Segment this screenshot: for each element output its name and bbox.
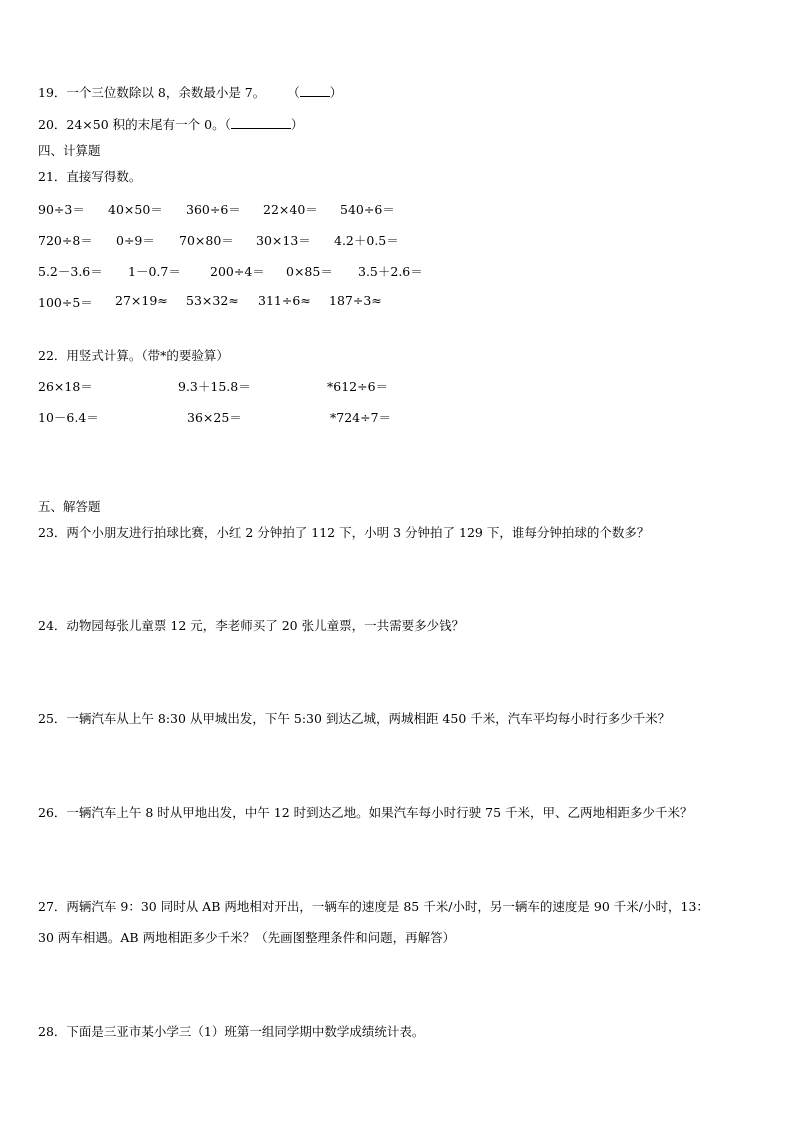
q21-item: 40×50＝ [108, 202, 163, 217]
question-22-title: 22．用竖式计算。（带*的要验算） [38, 348, 229, 363]
question-25: 25．一辆汽车从上午 8:30 从甲城出发，下午 5:30 到达乙城，两城相距 450 千米，汽车平均每小时行多少千米？ [38, 711, 671, 726]
section-heading-calculation: 四、计算题 [38, 143, 101, 158]
q21-item: 0×85＝ [286, 264, 333, 279]
question-19-open-paren: （ [287, 85, 300, 100]
q21-item: 100÷5＝ [38, 295, 93, 310]
q22-item: *612÷6＝ [327, 379, 389, 394]
q21-item: 720÷8＝ [38, 233, 93, 248]
question-19 [38, 83, 342, 101]
q21-item: 90÷3＝ [38, 202, 85, 217]
q22-item: 10－6.4＝ [38, 410, 99, 425]
question-26: 26．一辆汽车上午 8 时从甲地出发，中午 12 时到达乙地。如果汽车每小时行驶 75 千米，甲、乙两地相距多少千米？ [38, 805, 693, 820]
q21-item: 187÷3≈ [329, 293, 382, 308]
q21-item: 1－0.7＝ [128, 264, 181, 279]
question-27-line-2: 30 两车相遇。AB 两地相距多少千米？（先画图整理条件和问题，再解答） [38, 930, 456, 945]
question-19-text: 19．一个三位数除以 8，余数最小是 7。 [38, 85, 266, 100]
q21-item: 3.5＋2.6＝ [358, 264, 423, 279]
q21-item: 22×40＝ [263, 202, 318, 217]
question-20-text: 20．24×50 积的末尾有一个 0。（ [38, 117, 231, 132]
question-21-title: 21．直接写得数。 [38, 169, 142, 184]
question-27-line-1: 27．两辆汽车 9：30 同时从 AB 两地相对开出，一辆车的速度是 85 千米/小时，另一辆车的速度是 90 千米/小时，13： [38, 899, 709, 914]
question-24: 24．动物园每张儿童票 12 元，李老师买了 20 张儿童票，一共需要多少钱？ [38, 618, 465, 633]
question-20-close-paren: ） [290, 117, 304, 132]
q21-item: 360÷6＝ [186, 202, 241, 217]
q21-item: 311÷6≈ [258, 293, 311, 308]
q21-item: 53×32≈ [186, 293, 239, 308]
q22-item: *724÷7＝ [330, 410, 392, 425]
q21-item: 4.2＋0.5＝ [334, 233, 399, 248]
question-19-close-paren: ） [329, 85, 343, 100]
q22-item: 9.3＋15.8＝ [178, 379, 251, 394]
question-20 [38, 115, 303, 133]
q21-item: 0÷9＝ [116, 233, 155, 248]
q21-item: 200÷4＝ [210, 264, 265, 279]
answer-blank-19[interactable] [300, 85, 330, 97]
section-heading-word-problems: 五、解答题 [38, 499, 101, 514]
q21-item: 5.2－3.6＝ [38, 264, 103, 279]
question-28: 28．下面是三亚市某小学三（1）班第一组同学期中数学成绩统计表。 [38, 1024, 425, 1039]
q21-item: 540÷6＝ [340, 202, 395, 217]
q22-item: 36×25＝ [187, 410, 242, 425]
q21-item: 27×19≈ [115, 293, 168, 308]
q21-item: 70×80＝ [179, 233, 234, 248]
answer-blank-20[interactable] [231, 117, 291, 129]
q21-item: 30×13＝ [256, 233, 311, 248]
q22-item: 26×18＝ [38, 379, 93, 394]
question-23: 23．两个小朋友进行拍球比赛，小红 2 分钟拍了 112 下，小明 3 分钟拍了 129 下，谁每分钟拍球的个数多？ [38, 525, 650, 540]
